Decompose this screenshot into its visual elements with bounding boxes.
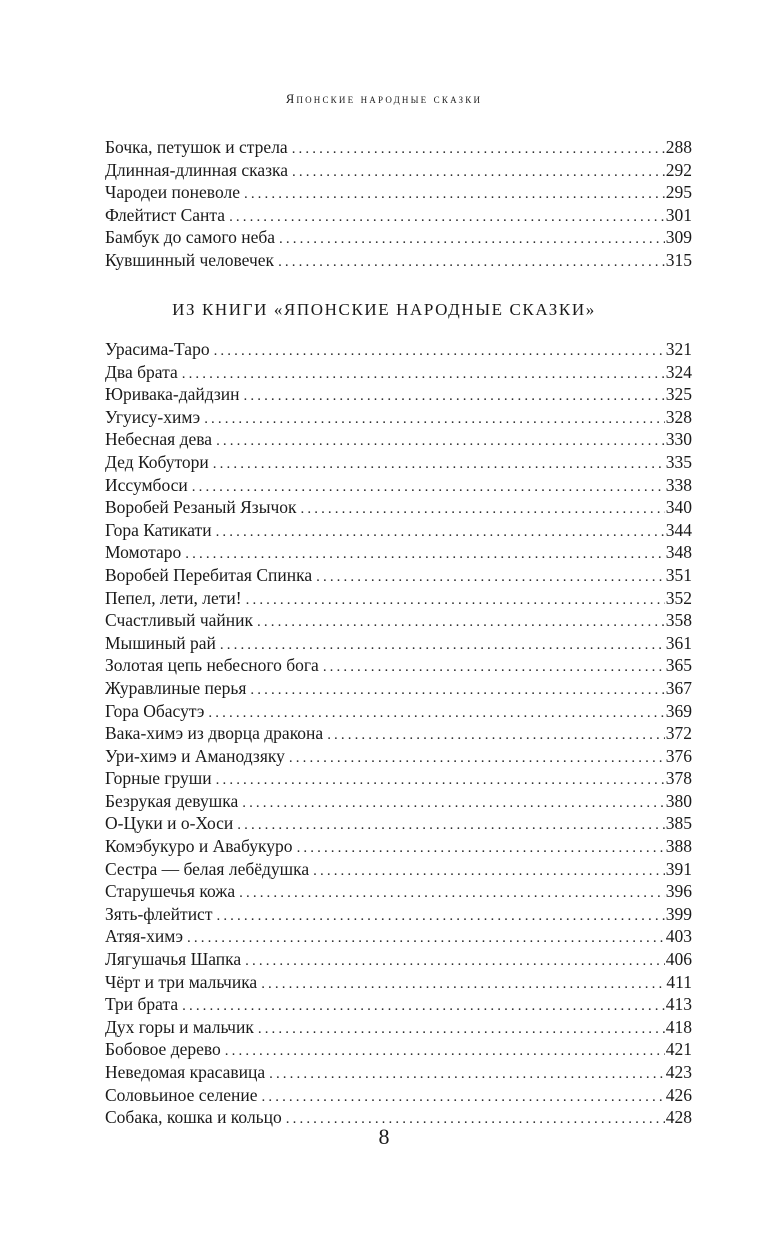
toc-entry-page: 418: [665, 1016, 692, 1037]
toc-dot-leader: [237, 814, 664, 837]
toc-entry-title: Безрукая девушка: [105, 790, 239, 811]
toc-entry: [105, 406, 692, 429]
toc-entry-title: Урасима-Таро: [105, 339, 210, 359]
toc-entry: [105, 609, 692, 632]
toc-dot-leader: [250, 679, 664, 702]
toc-dot-leader: [192, 476, 665, 499]
toc-entry: [105, 474, 692, 497]
toc-entry-title: Счастливый чайник: [105, 610, 254, 631]
toc-dot-leader: [278, 251, 665, 274]
toc-entry: [105, 249, 692, 272]
toc-entry-title: Небесная дева: [105, 429, 213, 450]
toc-entry-title: Сестра — белая лебёдушка: [105, 858, 310, 879]
toc-entry-page: 388: [665, 836, 692, 857]
toc-entry: [105, 1061, 692, 1084]
toc-entry: [105, 880, 692, 903]
toc-entry-title: Момотаро: [105, 542, 182, 563]
toc-entry: [105, 226, 692, 249]
toc-entry: [105, 1084, 692, 1107]
toc-dot-leader: [262, 1086, 665, 1109]
toc-entry-page: 376: [665, 745, 692, 766]
toc-entry-title: Чародеи поневоле: [105, 182, 240, 203]
toc-entry-title: Бочка, петушок и стрела: [105, 137, 288, 157]
toc-entry: [105, 496, 692, 519]
toc-entry-page: 328: [665, 406, 692, 427]
toc-dot-leader: [242, 792, 665, 815]
toc-entry-page: 361: [665, 632, 692, 653]
toc-entry: [105, 790, 692, 813]
toc-dot-leader: [216, 430, 665, 453]
toc-entry-title: О-Цуки и о-Хоси: [105, 813, 234, 834]
toc-entry-title: Юривака-дайдзин: [105, 384, 240, 405]
toc-entry-page: 358: [665, 610, 692, 631]
toc-entry-page: 315: [665, 249, 692, 270]
toc-entry-page: 369: [665, 700, 692, 721]
toc-entry: [105, 428, 692, 451]
toc-dot-leader: [292, 138, 665, 161]
toc-entry-page: 385: [665, 813, 692, 834]
toc-entry-page: 309: [665, 227, 692, 248]
toc-entry-page: 351: [665, 564, 692, 585]
toc-entry: [105, 925, 692, 948]
toc-dot-leader: [208, 702, 664, 725]
toc-entry-page: 426: [665, 1084, 692, 1105]
toc-entry: [105, 136, 692, 159]
page-number: 8: [378, 1124, 390, 1149]
toc-entry-title: Соловьиное селение: [105, 1084, 258, 1105]
toc-entry-page: 372: [665, 723, 692, 744]
toc-entry: [105, 835, 692, 858]
toc-entry: [105, 858, 692, 881]
toc-dot-leader: [216, 769, 665, 792]
toc-entry-page: 428: [665, 1107, 692, 1128]
toc-entry-page: 321: [665, 339, 692, 359]
toc-dot-leader: [216, 521, 665, 544]
toc-entry-title: Воробей Резаный Язычок: [105, 497, 297, 518]
toc-dot-leader: [220, 634, 665, 657]
toc-entry-page: 367: [665, 677, 692, 698]
toc-entry-title: Три брата: [105, 994, 179, 1015]
toc-entry: [105, 451, 692, 474]
toc-entry-title: Бамбук до самого неба: [105, 227, 276, 248]
toc-entry-title: Кувшинный человечек: [105, 249, 275, 270]
toc-entry-page: 399: [665, 903, 692, 924]
toc-dot-leader: [213, 453, 665, 476]
toc-entry-title: Вака-химэ из дворца дракона: [105, 723, 324, 744]
toc-entry-page: 338: [665, 474, 692, 495]
toc-entry: [105, 722, 692, 745]
toc-dot-leader: [244, 183, 665, 206]
toc-entry-title: Дух горы и мальчик: [105, 1016, 254, 1037]
toc-entry-page: 301: [665, 204, 692, 225]
toc-entry-title: Неведомая красавица: [105, 1062, 266, 1082]
toc-dot-leader: [316, 566, 665, 589]
toc-entry: [105, 541, 692, 564]
toc-dot-leader: [323, 656, 665, 679]
toc-entry: [105, 767, 692, 790]
toc-dot-leader: [216, 905, 664, 928]
toc-entry-title: Гора Обасутэ: [105, 700, 205, 721]
toc-entry-page: 340: [665, 497, 692, 518]
toc-entry: [105, 971, 692, 994]
toc-entry: [105, 587, 692, 610]
toc-dot-leader: [289, 747, 665, 770]
toc-entry-title: Журавлиные перья: [105, 677, 247, 698]
toc-entry: [105, 519, 692, 542]
toc-entry-page: 330: [665, 429, 692, 450]
toc-entry-page: 378: [665, 768, 692, 789]
toc-entry: [105, 812, 692, 835]
toc-entry-page: 295: [665, 182, 692, 203]
toc-dot-leader: [257, 611, 665, 634]
toc-dot-leader: [279, 228, 665, 251]
toc-entry: [105, 383, 692, 406]
toc-entry-page: 325: [665, 384, 692, 405]
toc-entry-title: Собака, кошка и кольцо: [105, 1107, 282, 1128]
toc-dot-leader: [258, 1018, 665, 1041]
toc-entry-page: 365: [665, 655, 692, 676]
toc-entry: [105, 1038, 692, 1061]
toc-entry-page: 423: [665, 1062, 692, 1082]
toc-list-main: [105, 338, 692, 1129]
toc-dot-leader: [204, 408, 665, 431]
toc-entry-title: Гора Катикати: [105, 519, 212, 540]
toc-dot-leader: [182, 363, 665, 386]
toc-entry-title: Бобовое дерево: [105, 1039, 221, 1060]
toc-entry: [105, 903, 692, 926]
toc-entry: [105, 654, 692, 677]
toc-entry-title: Ури-химэ и Аманодзяку: [105, 745, 285, 766]
toc-entry-title: Флейтист Санта: [105, 204, 226, 225]
toc-entry-page: 421: [665, 1039, 692, 1060]
toc-dot-leader: [269, 1063, 665, 1086]
toc-entry-title: Иссумбоси: [105, 474, 188, 495]
toc-entry-title: Горные груши: [105, 768, 212, 789]
toc-entry-title: Длинная-длинная сказка: [105, 159, 289, 180]
toc-dot-leader: [185, 543, 664, 566]
toc-entry: [105, 677, 692, 700]
toc-entry-title: Угуису-химэ: [105, 406, 201, 427]
toc-dot-leader: [313, 860, 665, 883]
toc-entry: [105, 1016, 692, 1039]
toc-entry: [105, 632, 692, 655]
toc-entry-title: Комэбукуро и Авабукуро: [105, 836, 293, 857]
running-head: Японские народные сказки: [285, 92, 483, 106]
toc-entry-title: Дед Кобутори: [105, 451, 209, 472]
toc-entry-page: 411: [666, 971, 692, 992]
toc-entry: [105, 564, 692, 587]
toc-entry-title: Лягушачья Шапка: [105, 949, 242, 970]
toc-entry-title: Пепел, лети, лети!: [105, 587, 242, 608]
toc-dot-leader: [246, 589, 665, 612]
toc-dot-leader: [214, 340, 665, 363]
toc-dot-leader: [261, 973, 665, 996]
toc-entry: [105, 159, 692, 182]
toc-dot-leader: [187, 927, 665, 950]
toc-entry-page: 380: [665, 790, 692, 811]
toc-dot-leader: [225, 1040, 665, 1063]
toc-entry: [105, 338, 692, 361]
toc-entry-title: Два брата: [105, 361, 178, 382]
toc-entry: [105, 361, 692, 384]
toc-entry-page: 413: [665, 994, 692, 1015]
toc-dot-leader: [297, 837, 665, 860]
toc-entry-title: Старушечья кожа: [105, 881, 236, 902]
toc-entry: [105, 993, 692, 1016]
toc-entry-page: 335: [665, 451, 692, 472]
toc-entry-title: Мышиный рай: [105, 632, 216, 653]
toc-entry-page: 391: [665, 858, 692, 879]
toc-entry-title: Чёрт и три мальчика: [105, 971, 258, 992]
toc-dot-leader: [301, 498, 665, 521]
toc-entry-page: 344: [665, 519, 692, 540]
toc-entry-page: 348: [665, 542, 692, 563]
toc-entry-page: 324: [665, 361, 692, 382]
toc-dot-leader: [292, 161, 665, 184]
toc-dot-leader: [239, 882, 665, 905]
toc-entry: [105, 948, 692, 971]
toc-entry-title: Золотая цепь небесного бога: [105, 655, 319, 676]
toc-dot-leader: [229, 206, 665, 229]
section-heading: ИЗ КНИГИ «ЯПОНСКИЕ НАРОДНЫЕ СКАЗКИ»: [172, 300, 596, 319]
toc-entry: [105, 745, 692, 768]
toc-dot-leader: [327, 724, 665, 747]
toc-entry: [105, 700, 692, 723]
toc-entry-page: 403: [665, 926, 692, 947]
toc-entry-page: 288: [665, 137, 692, 157]
toc-dot-leader: [244, 385, 665, 408]
toc-entry-title: Воробей Перебитая Спинка: [105, 564, 313, 585]
toc-entry-page: 352: [665, 587, 692, 608]
toc-entry-page: 292: [665, 159, 692, 180]
toc-entry-page: 406: [665, 949, 692, 970]
toc-entry: [105, 181, 692, 204]
toc-entry: [105, 204, 692, 227]
toc-entry-page: 396: [665, 881, 692, 902]
toc-list-top: [105, 136, 692, 272]
toc-dot-leader: [245, 950, 665, 973]
toc-dot-leader: [182, 995, 665, 1018]
toc-entry-title: Атяя-химэ: [105, 926, 184, 947]
toc-entry-title: Зять-флейтист: [105, 903, 213, 924]
